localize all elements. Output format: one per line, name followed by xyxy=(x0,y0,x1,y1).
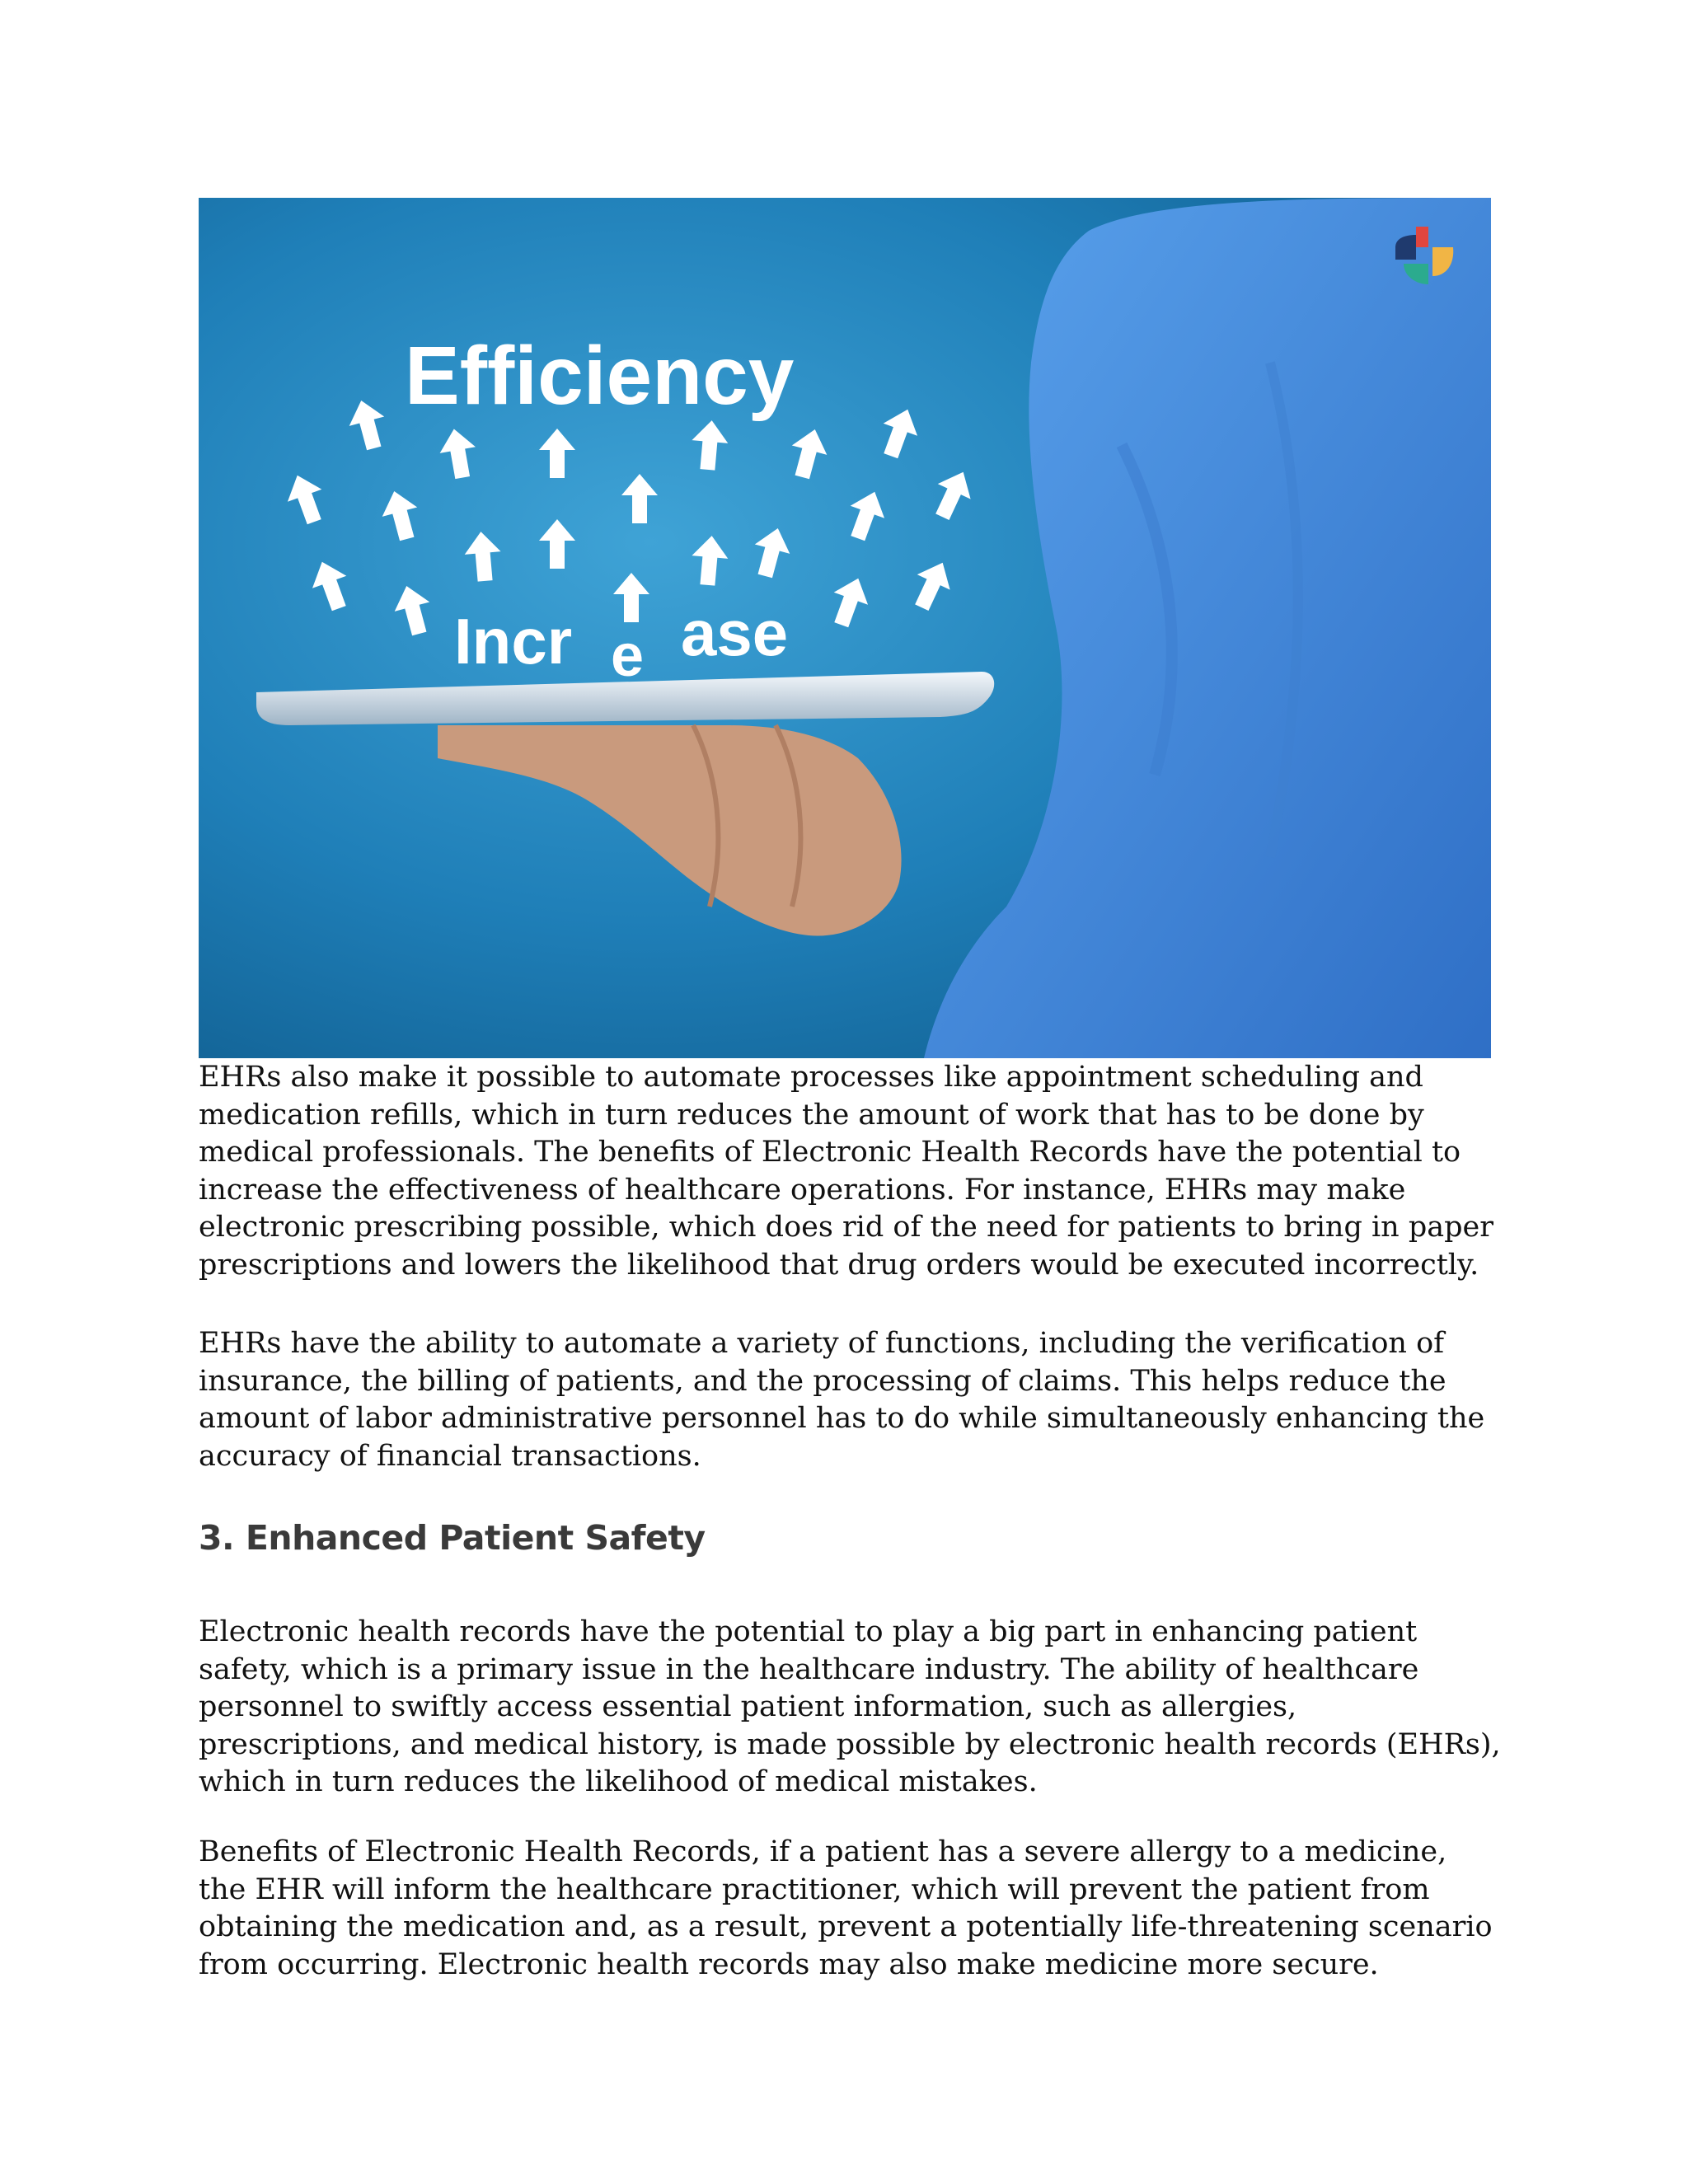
efficiency-increase-image xyxy=(199,198,1491,1058)
paragraph-allergy-example: Benefits of Electronic Health Records, if a patient has a severe allergy to a medicine, the EHR will inform the healthcare practitioner, which will prevent the patient from obtaining the medication and, as a result, prevent a potentially life-threatening scenario from occurring. Electronic health records may also make medicine more secure. xyxy=(199,1835,1493,1981)
efficiency-headline: Efficiency xyxy=(405,330,795,422)
increase-part-2: e xyxy=(611,623,645,689)
increase-part-3: ase xyxy=(681,597,789,669)
paragraph-automation: EHRs also make it possible to automate processes like appointment scheduling and medication refills, which in turn reduces the amount of work that has to be done by medical professionals. The benefits of Electronic Health Records have the potential to increase the effectiveness of healthcare operations. For instance, EHRs may make electronic prescribing possible, which does rid of the need for patients to bring in paper prescriptions and lowers the likelihood that drug orders would be executed incorrectly. xyxy=(199,1061,1493,1282)
increase-part-1: Incr xyxy=(454,605,573,677)
paragraph-administrative: EHRs have the ability to automate a variety of functions, including the verification of insurance, the billing of patients, and the processing of claims. This helps reduce the amount of labor administrative personnel has to do while simultaneously enhancing the accuracy of financial transactions. xyxy=(199,1327,1485,1473)
paragraph-patient-safety: Electronic health records have the potential to play a big part in enhancing patient safety, which is a primary issue in the healthcare industry. The ability of healthcare personnel to swiftly access essential patient information, such as allergies, prescriptions, and medical history, is made possible by electronic health records (EHRs), which in turn reduces the likelihood of medical mistakes. xyxy=(199,1615,1501,1798)
section-heading-patient-safety: 3. Enhanced Patient Safety xyxy=(199,1518,706,1558)
